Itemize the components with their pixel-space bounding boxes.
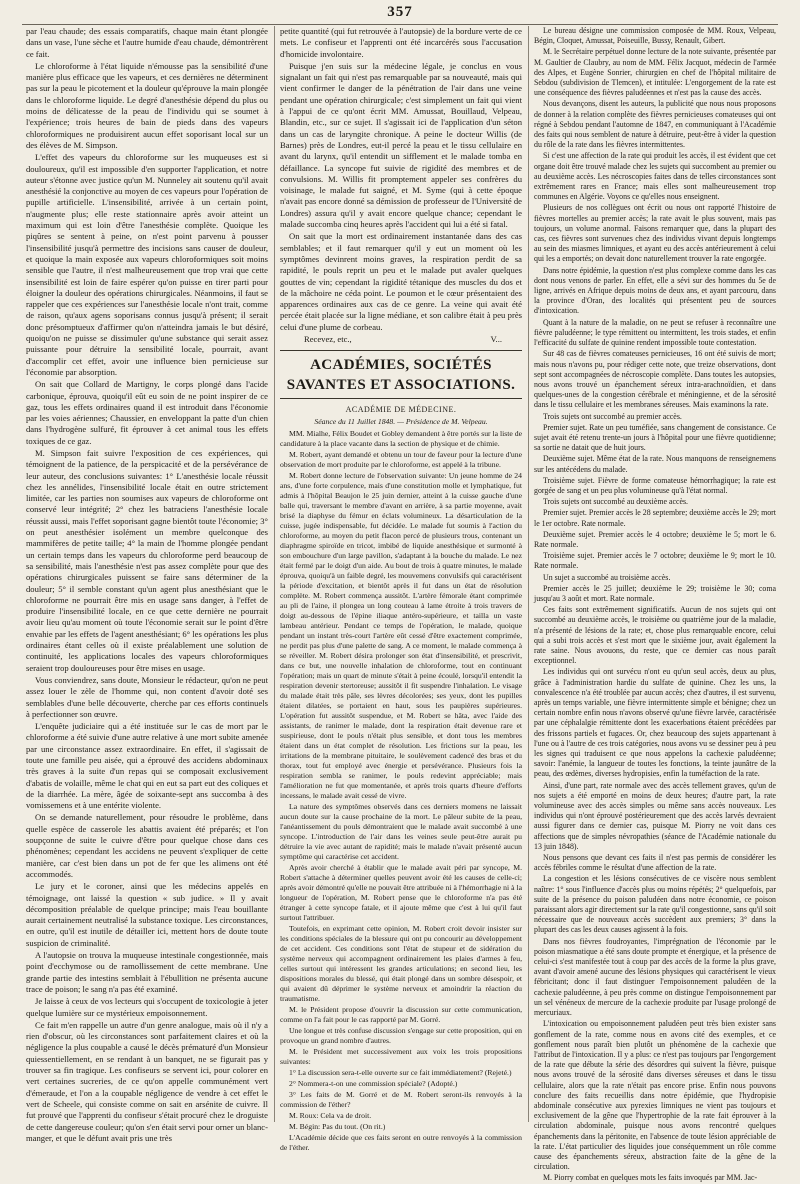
author-signature: V... (490, 334, 502, 345)
column-middle (280, 26, 522, 1152)
paragraph: Je laisse à ceux de vos lecteurs qui s'occupent de toxicologie à jeter quelque lumière sur ce mystérieux empoisonnement. (26, 996, 268, 1018)
paragraph: Dans nos fièvres foudroyantes, l'imprégnation de l'économie par le poison miasmatique a été sans doute prompte et énergique, et la présence de celui-ci s'est manifestée tout à coup par des accès de la forme la plus grave, avant d'avoir amené aucune des lésions physiques qui caractérisent le vieux fébricitant; donc il faut distinguer l'empoisonnement paludéen de la cachexie paludéenne, à peu près comme on distingue l'empoisonnement par un sel vénéneux de mercure de la cachexie produite par l'usage prolongé de mercuriaux. (534, 936, 776, 1018)
session-line: Séance du 11 Juillet 1848. — Présidence de M. Velpeau. (314, 416, 488, 426)
paragraph: Dans notre épidémie, la question n'est plus complexe comme dans les cas dont nous venons de parler. En effet, elle a sévi sur des hommes du 5e de ligne, arrivés en Afrique depuis moins de deux ans, et ayant parcouru, dans la province d'Oran, des localités qui présentent peu de sources d'intoxication. (534, 265, 776, 316)
paragraph: Après avoir cherché à établir que le malade avait péri par syncope, M. Robert s'attache à déterminer quelles peuvent avoir été les causes de celle-ci; après avoir démontré qu'elle ne pouvait être attribuée ni à l'hémorrhagie ni à la longueur de l'opération, M. Robert pense que le chloroforme n'a pas été étranger à cette syncope fatale, et il ajoute même que c'est à lui qu'il faut surtout l'attribuer. (280, 862, 522, 922)
section-rule (280, 350, 522, 351)
paragraph: Premier sujet. Rate un peu tuméfiée, sans changement de consistance. Ce sujet avait été retenu trente-un jours à l'hôpital pour une fièvre quotidienne; sa sortie ne datait que de huit jours. (534, 422, 776, 453)
paragraph: A l'autopsie on trouva la muqueuse intestinale congestionnée, mais point d'ecchymose ou de ramollissement de cette membrane. Une grande partie des intestins semblait à l'ébullition ne présenta aucune trace de poison; le sang n'a pas été examiné. (26, 950, 268, 994)
paragraph: La congestion et les lésions consécutives de ce viscère nous semblent naître: 1° sous l'influence d'accès plus ou moins répétés; 2° quelquefois, par suite de la présence du poison paludéen dans notre économie, ce poison paraissant alors agir directement sur la rate qu'il congestionne, sans qu'il soit nécessaire que de nouveaux accès succèdent aux premiers; 3° dans la plupart des cas les deux causes agissent à la fois. (534, 874, 776, 935)
paragraph: Toutefois, en exprimant cette opinion, M. Robert croit devoir insister sur les conditions spéciales de la blessure qui ont pu concourir au développement de cet accident. Ces conditions sont l'état de stupeur et de sidération du système nerveux qui accompagnent ordinairement les plaies d'armes à feu, celles surtout qui intéressent les grandes articulations; en second lieu, les dispositions morales du blessé, qui était plongé dans un sombre désespoir, et qui avaient dû déprimer le système nerveux et amoindrir la réaction du traumatisme. (280, 923, 522, 1003)
paragraph: Quant à la nature de la maladie, on ne peut se refuser à reconnaître une fièvre paludéenne; le type rémittent ou intermittent, les trois stades, et enfin l'efficacité du sulfate de quinine rendent impossible toute contestation. (534, 317, 776, 348)
paragraph: M. Bégin: Pas du tout. (On rit.) (289, 1121, 386, 1131)
paragraph: M. le Secrétaire perpétuel donne lecture de la note suivante, présentée par M. Gaultier de Claubry, au nom de MM. Félix Jacquot, médecin de l'armée des Alpes, et Eugène Sonrier, chirurgien en chef de l'hôpital militaire de Sebdou (subdivision de Tlemcen), et intitulée: L'engorgement de la rate est une conséquence des fièvres paludéennes et n'est pas la cause des accès. (534, 47, 776, 98)
paragraph: Nous devançons, disent les auteurs, la publicité que nous nous proposons de donner à la relation complète des fièvres pernicieuses comateuses qui ont régné à Sebdou pendant l'automne de 1847, en communiquant à l'Académie des faits qui nous semblent de nature à détruire, peut-être à vider la question du rôle de la rate dans les fièvres intermittentes. (534, 99, 776, 150)
paragraph: Trois sujets ont succombé au premier accès. (543, 411, 682, 421)
paragraph: Vous conviendrez, sans doute, Monsieur le rédacteur, qu'on ne peut assez louer le zèle de l'homme qui, non content d'avoir doté ses semblables d'une belle découverte, cherche par ces efforts continuels à perfectionner son œuvre. (26, 674, 268, 719)
paragraph: Nous pensons que devant ces faits il n'est pas permis de considérer les accès fébriles comme le résultat d'une affection de la rate. (534, 853, 776, 873)
closing-text: Recevez, etc., (304, 334, 352, 345)
paragraph: On se demande naturellement, pour résoudre le problème, dans quelle espèce de casserole les abattis avaient été préparés; et l'on soupçonne de suite le cuivre d'être pour quelque chose dans ces phénomènes; cependant les accidens ne peuvent s'expliquer de cette manière, car c'est bien dans un pot de fer que les alimens ont été accommodés. (26, 812, 268, 879)
paragraph: Premier accès le 25 juillet; deuxième le 29; troisième le 30; coma jusqu'au 3 août et mort. Rate normale. (534, 583, 776, 603)
paragraph: Sur 48 cas de fièvres comateuses pernicieuses, 16 ont été suivis de mort; mais nous n'avons pu, pour rédiger cette note, que treize observations, dont sept sont accompagnées de nécroscopie complète. Dans toutes les autopsies, nous avons trouvé un épanchement séreux intra-arachnoïdien, et dans quelques-unes de la congestion cérébrale et méningienne, et de la sérosité dans le tissu cellulaire et les membranes séreuses. Mais examinons la rate. (534, 349, 776, 410)
paragraph: M. le Président met successivement aux voix les trois propositions suivantes: (280, 1046, 522, 1066)
paragraph: L'effet des vapeurs du chloroforme sur les muqueuses est si douloureux, qu'il est impossible d'en supporter l'application, et notre auteur s'étonne avec justice qu'un M. Nunneley ait soutenu qu'il avait anesthésié la conjonctive au moyen de ces vapeurs pour l'opération de pupille artificielle. L'insensibilité, arrivée à un certain point, n'augmente plus; elle reste stationnaire après avoir atteint un maximum qui est loin d'être l'anesthésie complète. Quoique les piqûres se sentent à peine, on n'est point parvenu à pousser l'insensibilité jusqu'à permettre des incisions sans causer de douleur, et quoique la main exposée aux vapeurs chloroformiques soit moins sensible que l'autre, il n'est malheureusement que trop vrai que cette insensibilité est loin de faire espérer qu'on puisse en tirer parti pour éloigner la douleur des opérations chirurgicales. Néanmoins, il faut se rappeler que ces expériences sur l'anesthésie locale n'ont trait, comme de raison, qu'aux agens soporisans connus jusqu'à présent; il serait donc présomptueux d'affirmer qu'on n'atteindra jamais le but désiré, quoiqu'on ne puisse se dissimuler qu'une substance qui serait assez puissante pour détruire la sensibilité locale, pourrait, avant d'accomplir cet effet, avoir une influence bien pernicieuse sur l'économie par absorption. (26, 152, 268, 377)
letter-closing (280, 334, 522, 345)
paragraph: M. le Président propose d'ouvrir la discussion sur cette communication, comme on l'a fait pour le cas rapporté par M. Gorré. (280, 1004, 522, 1024)
paragraph: Troisième sujet. Premier accès le 7 octobre; deuxième le 9; mort le 10. Rate normale. (534, 551, 776, 571)
paragraph: 3° Les faits de M. Gorré et de M. Robert seront-ils renvoyés à la commission de l'éther? (280, 1089, 522, 1109)
section-rule (280, 398, 522, 399)
paragraph: MM. Mialhe, Félix Boudet et Gobley demandent à être portés sur la liste de candidature à la place vacante dans la section de physique et de chimie. (280, 428, 522, 448)
paragraph: Trois sujets ont succombé au deuxième accès. (543, 497, 688, 507)
paragraph: M. Piorry combat en quelques mots les faits invoqués par MM. Jac- (543, 1173, 758, 1183)
paragraph: petite quantité (qui fut retrouvée à l'autopsie) de la bordure verte de ce mets. Le confiseur et l'apprenti ont été incarcérés sous l'accusation d'homicide involontaire. (280, 26, 522, 59)
paragraph: L'intoxication ou empoisonnement paludéen peut très bien exister sans gonflement de la rate, comme nous en avons cité des exemples, et ce gonflement nous paraît bien plutôt un phénomène de la cachexie que l'attribut de l'intoxication. Il y a plus: ce n'est pas toujours par l'engorgement de la rate que débute la série des désordres qui suivent la fièvre, puisque nous avons trouvé de la sérosité dans diverses séreuses et dans le tissu cellulaire, alors que la rate n'était pas encore prise. Enfin nous pouvons conclure des faits recueillis dans notre épidémie, que l'hydropisie abdominale consécutive aux pyrexies limniques ne vient pas toujours et exclusivement de la gêne que l'hypertrophie de la rate fait éprouver à la circulation abdominale, puisque nous avons rencontré quelques épanchements dans la péritonite, en l'absence de toute lésion appréciable de la rate. L'état particulier des liquides joue conséquemment un rôle comme cause des épanchements séreux, abstraction faite de la gêne de la circulation. (534, 1019, 776, 1172)
academy-heading: ACADÉMIE DE MÉDECINE. (345, 405, 457, 415)
academy-report (280, 429, 522, 1153)
paragraph: par l'eau chaude; des essais comparatifs, chaque main étant plongée dans un vase, l'une sèche et l'autre humide d'eau chaude, démontrèrent ce fait. (26, 26, 268, 59)
paragraph: Troisième sujet. Fièvre de forme comateuse hémorrhagique; la rate est gorgée de sang et un peu plus volumineuse qu'à l'état normal. (534, 475, 776, 495)
paragraph: Le chloroforme à l'état liquide n'émousse pas la sensibilité d'une manière plus efficace que les vapeurs, et ces dernières ne déterminent pas sur la peau le picotement et la douleur qu'éprouve la main plongée dans le chloroforme liquide. Le degré d'anesthésie dépend du plus ou moins de délicatesse de la peau de l'individu qui se soumet à l'expérience; trois heures de bain de pieds dans des vapeurs chloroformiques ne produisirent aucun effet soporisant local sur un des élèves de M. Simpson. (26, 60, 268, 150)
column-right (534, 26, 776, 1183)
paragraph: On sait que Collard de Martigny, le corps plongé dans l'acide carbonique, éprouva, quoiqu'il eût eu soin de ne point inspirer de ce gaz, tous les effets ordinaires quand il est introduit dans l'économie par les voies aériennes; Chaussier, en enveloppant la patte d'un chien dans l'hydrogène sulfuré, fit éprouver à cet animal tous les effets toxiques de ce gaz. (26, 379, 268, 446)
paragraph: La nature des symptômes observés dans ces derniers momens ne laissait aucun doute sur la cause prochaine de la mort. Le pâleur subite de la peau, l'anéantissement du pouls démontraient que le malade avait succombé à une syncope. L'introduction de l'air dans les veines seule peut-être aurait pu détruire la vie avec autant de rapidité; mais le malade n'avait présenté aucun symptôme qui caractérise cet accident. (280, 801, 522, 861)
paragraph: Si c'est une affection de la rate qui produit les accès, il est évident que cet organe doit être trouvé malade chez les sujets qui succombent au premier ou au deuxième accès. Les nécroscopies faites dans de telles circonstances sont extrêmement rares en France; mais elles sont malheureusement trop communes en Algérie. Voyons ce qu'elles nous enseignent. (534, 151, 776, 202)
paragraph: L'Académie décide que ces faits seront en outre renvoyés à la commission de l'éther. (280, 1132, 522, 1152)
paragraph: Plusieurs de nos collègues ont écrit ou nous ont rapporté l'histoire de fièvres mortelles au premier accès; la rate avait le plus souvent, mais pas toujours, un volume anormal. Faisons remarquer que, dans la plupart des cas, ces fièvres sont survenues chez des individus vivant depuis longtemps au sein des miasmes limniques, et ayant eu des accès antérieurement à celui qui les a emportés; on devait donc naturellement trouver la rate engorgée. (534, 203, 776, 264)
paragraph: Un sujet a succombé au troisième accès. (543, 572, 671, 582)
paragraph: M. Roux: Cela va de droit. (289, 1110, 372, 1120)
paragraph: Deuxième sujet. Premier accès le 4 octobre; deuxième le 5; mort le 6. Rate normale. (534, 529, 776, 549)
paragraph: M. Robert donne lecture de l'observation suivante: Un jeune homme de 24 ans, d'une forte corpulence, mais d'une constitution molle et lymphatique, fut admis à l'hôpital Beaujon le 25 juin dernier, atteint à la cuisse gauche d'une balle qui, traversant le membre d'avant en arrière, à sa partie moyenne, avait brisé la diaphyse du fémur en éclats volumineux. La désarticulation de la cuisse, jugée indispensable, fut décidée. Le malade fut soumis à l'action du chloroforme, au moyen du petit flacon percé de plusieurs trous, contenant un diaphragme spiroïde en tricot, imbibé de liquide anesthésique et surmonté à son embouchure d'un large pavillon, s'adaptant à la bouche du malade. Le nez était fermé par le doigt d'un aide. Au bout de trois à quatre minutes, le malade éprouva, quoiqu'à un faible degré, les mouvemens convulsifs qui caractérisent la période d'excitation, et bientôt après il fut dans un état de résolution complète. M. Robert commença aussitôt. L'artère fémorale étant comprimée au pli de l'aine, il plongea un long couteau à lame étroite à trois travers de doigt au-dessous de l'épine iliaque antéro-supérieure, et tailla un vaste lambeau antérieur. Pendant ce temps de l'opération, le malade, quoique pendant un instant très-court l'artère eût cessé d'être exactement comprimée, ne perdit pas plus d'une palette de sang. A ce moment, le malade commença à se réveiller. M. Robert désira prolonger son état d'insensibilité, et prescrivit, dans ce but, une nouvelle inhalation de chloroforme, tout en continuant l'opération; mais un quart de minute s'était à peine écoulé, lorsqu'il entendit la respiration devenir stertoreuse; aussitôt il fit suspendre l'inhalation. Le visage du malade était très pâle, ses lèvres décolorées; ses yeux, dont les pupilles étaient dilatées, se portaient en haut, sous les paupières supérieures. L'opération fut aussitôt suspendue, et M. Robert se hâta, avec l'aide des assistants, de ranimer le malade, dont la respiration était devenue rare et suspirieuse, dont le pouls n'était plus sensible, et dont tous les membres étaient dans un état complet de résolution. Les frictions sur la peau, les irritations de la membrane pituitaire, le soulèvement cadencé des bras et du thorax, tout fut employé avec énergie et persévérance. Plusieurs fois la respiration sembla se ranimer, le pouls redevint appréciable; mais l'amélioration ne fut que momentanée, et après trois quarts d'heure d'efforts incessans, le malade avait cessé de vivre. (280, 470, 522, 800)
paragraph: M. Simpson fait suivre l'exposition de ces expériences, qui témoignent de la patience, de la perspicacité et de la persévérance de leur auteur, des conclusions suivantes: 1° L'anesthésie locale réussit chez les annélides, l'insensibilité locale était en outre strictement limitée, car les parties non soumises aux vapeurs de chloroforme ont conservé leur intégrité; 2° chez les batraciens l'anesthésie locale réussit aussi, mais l'effet soporisant gagne bientôt toute l'économie; 3° on peut anesthésier isolément un membre quelconque des mammifères de petite taille; 4° la main de l'homme plongée pendant un certain temps dans les vapeurs du chloroforme perd beaucoup de sa sensibilité, mais l'anesthésie n'est pas assez complète pour que des opérations chirurgicales puissent se faire sans déterminer de la douleur; 5° il semble constant qu'un agent plus anesthésiant que le chloroforme ne pourrait être mis en usage sans danger, à l'effet de produire l'insensibilité locale, en ce que cette dernière ne pourrait avoir lieu qu'au moment où toute l'économie serait sur le point d'être envahie par les effets de l'agent anesthésiant; 6° les opérations les plus ordinaires étant celles où il existe préalablement une solution de continuité, les applications locales des vapeurs chloroformiques seraient trop douloureuses pour être mises en usage. (26, 447, 268, 673)
column-divider (528, 26, 529, 1122)
paragraph: Le bureau désigne une commission composée de MM. Roux, Velpeau, Bégin, Cloquet, Amussat, Poiseuille, Bussy, Renault, Gibert. (534, 26, 776, 46)
paragraph: Puisque j'en suis sur la médecine légale, je conclus en vous signalant un fait qui n'est pas remarquable par sa nouveauté, mais qui vient confirmer le danger de la pénétration de l'air dans une veine pendant une opération chirurgicale; c'est simplement un fait qui vient à l'appui de ce qu'ont écrit MM. Amussat, Bouillaud, Velpeau, Blandin, etc., sur ce sujet. Il s'agissait ici de l'application d'un séton dans un cas de laryngite chronique. A peine le docteur Willis (de Barnes) près de Londres, eut-il percé la peau et le tissu cellulaire en avant du larynx, qu'il entendit un sifflement et le malade tomba en défaillance. La syncope fut suivie de rigidité des membres et de convulsions. M. Willis fit promptement appeler ses confrères du voisinage, le malade fut saigné, et M. Syme (qui à cette époque n'avait pas encore donné sa démission de professeur de l'Université de Londres) assura qu'il y avait encore quelque chance; cependant le malade succomba cinq heures après l'accident qui lui a été si fatal. (280, 60, 522, 230)
paragraph: Une longue et très confuse discussion s'engage sur cette proposition, qui en provoque un grand nombre d'autres. (280, 1025, 522, 1045)
paragraph: Ainsi, d'une part, rate normale avec des accès tellement graves, qu'un de nos sujets a été emporté en moins de deux heures; d'autre part, la rate volumineuse avec des accès simples ou même sans accès nouveaux. Les individus qui n'ont éprouvé postérieurement que des accès larvés devraient aussi figurer dans ce dernier cas, puisque M. Piorry ne voit dans ces affections que de simples névropathies (séance de l'Académie nationale du 13 juin 1848). (534, 780, 776, 851)
paragraph: Premier sujet. Premier accès le 28 septembre; deuxième accès le 29; mort le 1er octobre. Rate normale. (534, 508, 776, 528)
header-rule (22, 24, 778, 25)
section-heading: ACADÉMIES, SOCIÉTÉS SAVANTES ET ASSOCIATIONS. (286, 357, 516, 394)
column-left (26, 26, 268, 1143)
paragraph: Ce fait m'en rappelle un autre d'un genre analogue, mais où il n'y a rien d'obscur, où les circonstances sont parfaitement claires et où la négligence la plus coupable a causé le décès prématuré d'un Monsieur quiessentiellement, en se rendant à un banquet, ne se figurait pas y trouver sa fin tragique. Les confiseurs se servent ici, pour colorer en vert certaines sucreries, de ce qu'on appelle communément vert d'émeraude, et l'on a la coupable négligence de vendre à cet effet le vert de Scheele, qui consiste comme on sait en arsénite de cuivre. Il fut prouvé que l'apprenti du confiseur s'était procuré chez le droguiste de cette dangereuse couleur; qu'on s'en était servi pour orner un blanc-manger, et que le défunt avait pris une très (26, 1019, 268, 1143)
paragraph: Le jury et le coroner, ainsi que les médecins appelés en témoignage, ont laissé la question « sub judice. » Il y avait décomposition préalable de quelque principe; mais l'eau bouillante aurait certainement neutralisé la substance toxique. Les circonstances, en outre, qu'il est inutile de détailler ici, mettent hors de doute toute suspicion de criminalité. (26, 881, 268, 948)
paragraph: M. Robert, ayant demandé et obtenu un tour de faveur pour la lecture d'une observation de mort produite par le chloroforme, est appelé à la tribune. (280, 449, 522, 469)
paragraph: Deuxième sujet. Même état de la rate. Nous manquons de renseignemens sur les antécédens du malade. (534, 454, 776, 474)
paragraph: 1° La discussion sera-t-elle ouverte sur ce fait immédiatement? (Rejeté.) (289, 1067, 512, 1077)
paragraph: On sait que la mort est ordinairement instantanée dans des cas semblables; et il faut remarquer qu'il y eut un moment où les symptômes devinrent moins graves, la respiration perdit de sa rapidité, le pouls reprit un peu et le malade put avaler quelques gouttes de vin; cependant la rigidité tétanique des muscles du dos et de la mâchoire ne céda point. Le poumon et le cœur présentaient des apparences ordinaires aux cas de ce genre. La veine qui avait été percée était placée sur la ligne médiane, et son calibre était à peu près celui d'une plume de corbeau. (280, 231, 522, 332)
paragraph: L'enquête judiciaire qui a été instituée sur le cas de mort par le chloroforme a été suivie d'une autre relative à une mort subite amenée par une circonstance assez extraordinaire. En effet, il s'agissait de toute une famille peu aisée, qui a éprouvé des accidens abdominaux très graves à la suite d'un repas qui se composait exclusivement d'abatis de volaille, même le chat qui en eut sa part eut des coliques et de la diarrhée. La mère, âgée de soixante-sept ans succomba à des vomissemens et à une entérite violente. (26, 721, 268, 811)
paragraph: Les individus qui ont survécu n'ont eu qu'un seul accès, deux au plus, grâce à l'administration hardie du sulfate de quinine. Chez les uns, la convalescence n'a été troublée par aucun accès; chez d'autres, il est survenu, après un temps variable, une fièvre intermittente simple et bénigne; chez un certain nombre enfin nous n'avons observé qu'une fièvre larvée, caractérisée par une céphalalgie rémittente dont les exacerbations étaient précédées par des frissons partiels et fugaces. Or, chez beaucoup des sujets appartenant à l'une ou à l'autre de ces trois catégories, nous avons vu se dessiner peu à peu les signes qui traduisent ce que nous appelons la cachexie paludéenne; savoir: l'anémie, la langueur de toutes les fonctions, la teinte jaunâtre de la peau, des œdèmes, diverses hydropisies, enfin la tuméfaction de la rate. (534, 667, 776, 779)
paragraph: 2° Nommera-t-on une commission spéciale? (Adopté.) (289, 1078, 458, 1088)
paragraph: Ces faits sont extrêmement significatifs. Aucun de nos sujets qui ont succombé au deuxième accès, le troisième ou quatrième jour de la maladie, n'a présenté de lésions de la rate; et, chose plus remarquable encore, celui qui a subi trois accès et s'est mort que le sixième jour, avait également la rate saine. Nous avouons, du reste, que ce dernier cas nous paraît exceptionnel. (534, 605, 776, 666)
column-divider (274, 26, 275, 1122)
page-number: 357 (387, 4, 413, 20)
